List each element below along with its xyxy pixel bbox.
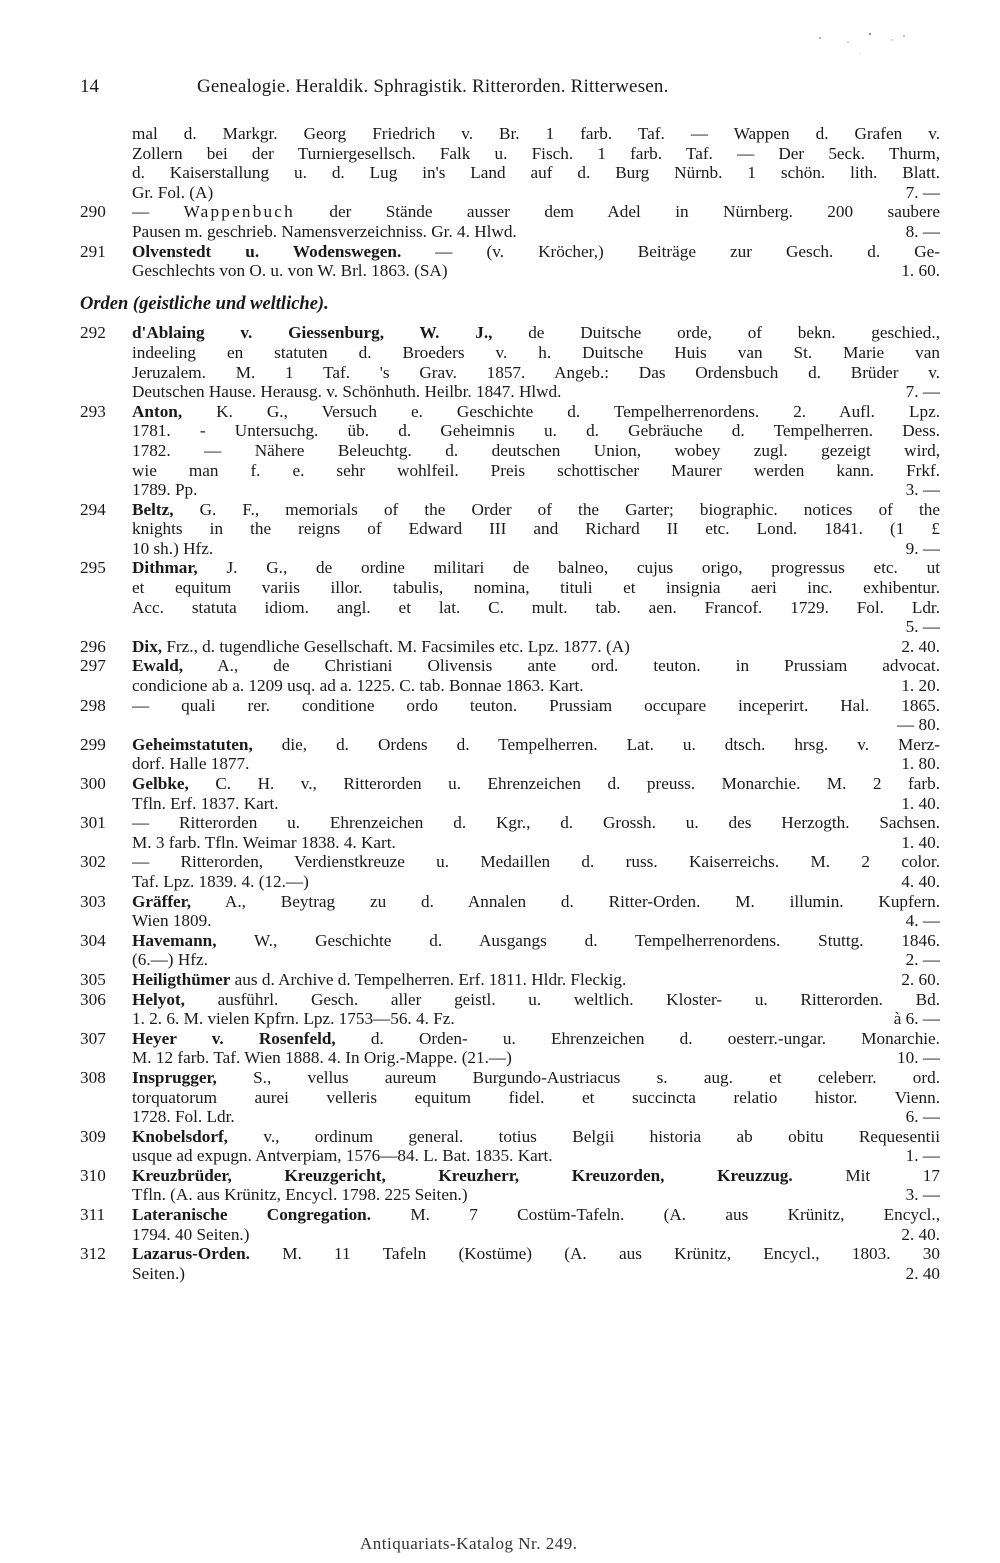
entry-author: Dix, bbox=[132, 636, 163, 656]
price: à 6. — bbox=[893, 1009, 940, 1029]
entry-number: 296 bbox=[80, 636, 106, 656]
price: 1. 40. bbox=[901, 793, 940, 813]
entry-line bbox=[132, 637, 940, 657]
entry-number: 304 bbox=[80, 930, 106, 950]
price: 2. 40 bbox=[905, 1263, 940, 1283]
entry-author: Gräffer, bbox=[132, 891, 192, 911]
entry-text: — quali rer. conditione ordo teuton. Prussiam occupare inceperirt. Hal. 1865. bbox=[132, 695, 940, 715]
entry-text: aus d. Archive d. Tempelherren. Erf. 1811. Hldr. Fleckig. bbox=[230, 969, 627, 989]
entry-line bbox=[132, 1009, 940, 1029]
entry-text: C. H. v., Ritterorden u. Ehrenzeichen d. preuss. Monarchie. M. 2 farb. bbox=[188, 774, 940, 793]
entry-text: Frz., d. tugendliche Gesellschaft. M. Facsimiles etc. Lpz. 1877. (A) bbox=[162, 636, 630, 656]
entry-line bbox=[132, 1088, 940, 1108]
entry-text: v., ordinum general. totius Belgii historia ab obitu Requesentii bbox=[227, 1126, 940, 1146]
entry-text: wie man f. e. sehr wohlfeil. Preis schottischer Maurer werden kann. Frkf. bbox=[132, 460, 940, 480]
catalog-entry bbox=[80, 970, 940, 990]
entry-text: — Ritterorden u. Ehrenzeichen d. Kgr., d. Grossh. u. des Herzogth. Sachsen. bbox=[132, 813, 940, 833]
entry-number: 298 bbox=[80, 695, 106, 715]
entries-before-section bbox=[80, 124, 940, 281]
price: 1. 80. bbox=[901, 754, 940, 774]
entry-text: M. 7 Costüm-Tafeln. (A. aus Krünitz, Encycl., bbox=[371, 1205, 940, 1225]
entry-text: Acc. statuta idiom. angl. et lat. C. mult. tab. aen. Francof. 1729. Fol. Ldr. bbox=[132, 597, 940, 617]
entry-text: 1789. Pp. bbox=[132, 480, 198, 500]
spaced-title: Wappenbuch bbox=[183, 202, 295, 222]
entry-text: Tfln. Erf. 1837. Kart. bbox=[132, 793, 279, 813]
entry-text: (6.—) Hfz. bbox=[132, 950, 208, 970]
entry-text: indeeling en statuten d. Broeders v. h. Duitsche Huis van St. Marie van bbox=[132, 342, 940, 362]
price: 6. — bbox=[905, 1107, 940, 1127]
entry-author: Helyot, bbox=[132, 989, 185, 1009]
entry-text: mal d. Markgr. Georg Friedrich v. Br. 1 farb. Taf. — Wappen d. Grafen v. bbox=[132, 124, 940, 143]
entry-text: A., Beytrag zu d. Annalen d. Ritter-Orden. M. illumin. Kupfern. bbox=[191, 891, 940, 911]
catalog-entry bbox=[80, 1166, 940, 1205]
entry-number: 299 bbox=[80, 734, 106, 754]
entry-text: M. 3 farb. Tfln. Weimar 1838. 4. Kart. bbox=[132, 832, 396, 852]
catalog-entry bbox=[80, 990, 940, 1029]
catalog-entry bbox=[80, 1244, 940, 1283]
price: 2. 40. bbox=[901, 636, 940, 656]
entry-text: — Ritterorden, Verdienstkreuze u. Medaillen d. russ. Kaiserreichs. M. 2 color. bbox=[132, 852, 940, 872]
entry-text: ausführl. Gesch. aller geistl. u. weltlich. Kloster- u. Ritterorden. Bd. bbox=[184, 989, 940, 1009]
entry-line bbox=[132, 261, 940, 281]
entry-line bbox=[132, 363, 940, 383]
catalog-entry bbox=[80, 774, 940, 813]
page-number: 14 bbox=[80, 76, 99, 97]
entry-text: 1728. Fol. Ldr. bbox=[132, 1107, 235, 1127]
entry-number: 309 bbox=[80, 1126, 106, 1146]
entry-number: 300 bbox=[80, 774, 106, 793]
entry-number: 307 bbox=[80, 1028, 106, 1048]
entry-line bbox=[132, 1127, 940, 1147]
entry-number: 290 bbox=[80, 202, 106, 222]
dash-prefix: — bbox=[132, 202, 184, 222]
price: 5. — bbox=[905, 617, 940, 637]
entry-line bbox=[132, 402, 940, 422]
entry-line bbox=[132, 461, 940, 481]
price: 4. — bbox=[905, 911, 940, 931]
entry-line bbox=[132, 124, 940, 144]
entry-text: 1794. 40 Seiten.) bbox=[132, 1224, 250, 1244]
catalog-entry bbox=[80, 242, 940, 281]
catalog-entry bbox=[80, 323, 940, 401]
entry-number: 301 bbox=[80, 813, 106, 833]
price: 4. 40. bbox=[901, 871, 940, 891]
catalog-entry bbox=[80, 696, 940, 735]
entry-text: W., Geschichte d. Ausgangs d. Tempelherrenordens. Stuttg. 1846. bbox=[216, 930, 940, 950]
entry-line bbox=[132, 931, 940, 951]
entry-text: M. 12 farb. Taf. Wien 1888. 4. In Orig.-Mappe. (21.—) bbox=[132, 1048, 512, 1068]
entry-author: Heiligthümer bbox=[132, 969, 231, 989]
catalog-entry bbox=[80, 558, 940, 636]
price: 2. — bbox=[905, 950, 940, 970]
entry-author: Kreuzbrüder, Kreuzgericht, Kreuzherr, Kreuzorden, Kreuzzug. bbox=[132, 1165, 793, 1185]
entry-line bbox=[132, 754, 940, 774]
entry-number: 292 bbox=[80, 323, 106, 343]
entry-number: 294 bbox=[80, 499, 106, 519]
section-heading: Orden (geistliche und weltliche). bbox=[80, 293, 329, 314]
entry-text: usque ad expugn. Antverpiam, 1576—84. L. Bat. 1835. Kart. bbox=[132, 1146, 553, 1166]
entry-text: Deutschen Hause. Herausg. v. Schönhuth. Heilbr. 1847. Hlwd. bbox=[132, 382, 562, 402]
entry-number: 302 bbox=[80, 852, 106, 872]
entry-line bbox=[132, 990, 940, 1010]
entry-number: 303 bbox=[80, 891, 106, 911]
entry-text: S., vellus aureum Burgundo-Austriacus s. aug. et celeberr. ord. bbox=[216, 1067, 940, 1087]
entry-text: — (v. Kröcher,) Beiträge zur Gesch. d. Ge- bbox=[401, 241, 940, 261]
entry-line bbox=[132, 696, 940, 716]
entry-text: Mit 17 bbox=[792, 1165, 940, 1185]
entry-text: Geschlechts von O. u. von W. Brl. 1863. (SA) bbox=[132, 261, 448, 281]
entry-text: dorf. Halle 1877. bbox=[132, 754, 250, 774]
catalog-entry bbox=[80, 1127, 940, 1166]
entry-text: K. G., Versuch e. Geschichte d. Tempelherrenordens. 2. Aufl. Lpz. bbox=[182, 401, 940, 421]
entry-number: 311 bbox=[80, 1205, 106, 1225]
catalog-entry bbox=[80, 124, 940, 202]
catalog-content bbox=[80, 124, 940, 1283]
price: 2. 40. bbox=[901, 1224, 940, 1244]
price: 10. — bbox=[897, 1048, 940, 1068]
entry-text: 1781. - Untersuchg. üb. d. Geheimnis u. d. Gebräuche d. Tempelherren. Dess. bbox=[132, 421, 940, 441]
paper-specks bbox=[800, 28, 920, 68]
price: 1. 40. bbox=[901, 832, 940, 852]
catalog-entry bbox=[80, 852, 940, 891]
entries-orden bbox=[80, 323, 940, 1283]
entry-author: Beltz, bbox=[132, 499, 174, 519]
entry-text: 1782. — Nähere Beleuchtg. d. deutschen Union, wobey zugl. gezeigt wird, bbox=[132, 440, 940, 460]
entry-line bbox=[132, 774, 940, 794]
entry-line bbox=[132, 617, 940, 637]
entry-number: 297 bbox=[80, 656, 106, 676]
entry-line bbox=[132, 421, 940, 441]
entry-author: Havemann, bbox=[132, 930, 217, 950]
price: 2. 60. bbox=[901, 969, 940, 989]
entry-author: Ewald, bbox=[132, 656, 184, 676]
entry-line bbox=[132, 519, 940, 539]
entry-text: Jeruzalem. M. 1 Taf. 's Grav. 1857. Angeb.: Das Ordensbuch d. Brüder v. bbox=[132, 362, 940, 382]
entry-line bbox=[132, 578, 940, 598]
entry-line bbox=[132, 163, 940, 183]
entry-line bbox=[132, 558, 940, 578]
entry-text: M. 11 Tafeln (Kostüme) (A. aus Krünitz, Encycl., 1803. 30 bbox=[249, 1244, 940, 1264]
entry-text: der Stände ausser dem Adel in Nürnberg. 200 saubere bbox=[294, 202, 940, 222]
catalog-entry bbox=[80, 735, 940, 774]
entry-line bbox=[132, 323, 940, 343]
entry-line bbox=[132, 1068, 940, 1088]
entry-text: Wien 1809. bbox=[132, 911, 212, 931]
page-footer: Antiquariats-Katalog Nr. 249. bbox=[360, 1534, 578, 1553]
entry-text: G. F., memorials of the Order of the Garter; biographic. notices of the bbox=[173, 499, 940, 519]
entry-line bbox=[132, 1185, 940, 1205]
entry-number: 305 bbox=[80, 969, 106, 989]
entry-line bbox=[132, 715, 940, 735]
entry-text: de Duitsche orde, of bekn. geschied., bbox=[492, 323, 940, 343]
catalog-entry bbox=[80, 813, 940, 852]
price: 7. — bbox=[905, 382, 940, 402]
entry-line bbox=[132, 872, 940, 892]
entry-line bbox=[132, 970, 940, 990]
entry-text: Pausen m. geschrieb. Namensverzeichniss. Gr. 4. Hlwd. bbox=[132, 221, 517, 241]
catalog-entry bbox=[80, 1068, 940, 1127]
catalog-entry bbox=[80, 931, 940, 970]
entry-line bbox=[132, 1107, 940, 1127]
entry-line bbox=[132, 343, 940, 363]
price: 7. — bbox=[905, 182, 940, 202]
entry-author: Lazarus-Orden. bbox=[132, 1244, 250, 1264]
entry-number: 295 bbox=[80, 558, 106, 578]
entry-author: Lateranische Congregation. bbox=[132, 1205, 372, 1225]
running-header bbox=[80, 76, 940, 104]
catalog-entry bbox=[80, 1029, 940, 1068]
entry-line bbox=[132, 1244, 940, 1264]
price: 8. — bbox=[905, 221, 940, 241]
entry-text: 1. 2. 6. M. vielen Kpfrn. Lpz. 1753—56. 4. Fz. bbox=[132, 1009, 455, 1029]
entry-text: Tfln. (A. aus Krünitz, Encycl. 1798. 225 Seiten.) bbox=[132, 1185, 468, 1205]
entry-author: Anton, bbox=[132, 401, 183, 421]
price: 1. — bbox=[905, 1146, 940, 1166]
entry-text: Gr. Fol. (A) bbox=[132, 182, 214, 202]
catalog-entry bbox=[80, 402, 940, 500]
price: 1. 20. bbox=[901, 676, 940, 696]
entry-text: et equitum variis illor. tabulis, nomina, tituli et insignia aeri inc. exhibentur. bbox=[132, 578, 940, 598]
entry-text: Zollern bei der Turniergesellsch. Falk u. Fisch. 1 farb. Taf. — Der 5eck. Thurm, bbox=[132, 143, 940, 163]
price: 3. — bbox=[905, 1185, 940, 1205]
entry-line bbox=[132, 242, 940, 262]
entry-number: 293 bbox=[80, 401, 106, 421]
entry-author: Olvenstedt u. Wodenswegen. bbox=[132, 241, 402, 261]
entry-author: Insprugger, bbox=[132, 1067, 217, 1087]
entry-line bbox=[132, 441, 940, 461]
entry-author: Knobelsdorf, bbox=[132, 1126, 228, 1146]
entry-author: Heyer v. Rosenfeld, bbox=[132, 1028, 336, 1048]
entry-text: Taf. Lpz. 1839. 4. (12.—) bbox=[132, 871, 309, 891]
entry-author: d'Ablaing v. Giessenburg, W. J., bbox=[132, 323, 493, 343]
entry-line bbox=[132, 892, 940, 912]
entry-line bbox=[132, 1225, 940, 1245]
catalog-entry bbox=[80, 637, 940, 657]
price: 3. — bbox=[905, 480, 940, 500]
entry-text: Seiten.) bbox=[132, 1263, 185, 1283]
entry-line bbox=[132, 1205, 940, 1225]
price: — 80. bbox=[897, 715, 940, 735]
entry-line bbox=[132, 911, 940, 931]
entry-line bbox=[132, 202, 940, 222]
price: 9. — bbox=[905, 538, 940, 558]
entry-line bbox=[132, 813, 940, 833]
entry-line bbox=[132, 833, 940, 853]
entry-line bbox=[132, 144, 940, 164]
entry-line bbox=[132, 1146, 940, 1166]
entry-line bbox=[132, 183, 940, 203]
entry-number: 291 bbox=[80, 241, 106, 261]
entry-text: A., de Christiani Olivensis ante ord. teuton. in Prussiam advocat. bbox=[183, 656, 940, 676]
entry-number: 312 bbox=[80, 1244, 106, 1264]
catalog-entry bbox=[80, 202, 940, 241]
entry-line bbox=[132, 735, 940, 755]
entry-line bbox=[132, 1029, 940, 1049]
entry-line bbox=[132, 1048, 940, 1068]
entry-line bbox=[132, 676, 940, 696]
entry-line bbox=[132, 598, 940, 618]
entry-line bbox=[132, 480, 940, 500]
entry-line bbox=[132, 1166, 940, 1186]
entry-line bbox=[132, 950, 940, 970]
price: 1. 60. bbox=[901, 261, 940, 281]
catalog-entry bbox=[80, 892, 940, 931]
running-title: Genealogie. Heraldik. Sphragistik. Ritterorden. Ritterwesen. bbox=[197, 76, 669, 97]
entry-text: J. G., de ordine militari de balneo, cujus origo, progressus etc. ut bbox=[197, 558, 940, 578]
entry-line bbox=[132, 500, 940, 520]
entry-number: 306 bbox=[80, 989, 106, 1009]
entry-author: Gelbke, bbox=[132, 774, 189, 793]
entry-number: 308 bbox=[80, 1067, 106, 1087]
entry-text: knights in the reigns of Edward III and Richard II etc. Lond. 1841. (1 £ bbox=[132, 519, 940, 539]
entry-line bbox=[132, 1264, 940, 1284]
entry-line bbox=[132, 794, 940, 814]
catalog-entry bbox=[80, 500, 940, 559]
entry-number: 310 bbox=[80, 1165, 106, 1185]
catalog-entry bbox=[80, 656, 940, 695]
entry-text: condicione ab a. 1209 usq. ad a. 1225. C. tab. Bonnae 1863. Kart. bbox=[132, 676, 584, 696]
entry-author: Dithmar, bbox=[132, 558, 198, 578]
catalog-entry bbox=[80, 1205, 940, 1244]
entry-line bbox=[132, 222, 940, 242]
entry-line bbox=[132, 852, 940, 872]
entry-text: 10 sh.) Hfz. bbox=[132, 538, 214, 558]
entry-line bbox=[132, 382, 940, 402]
entry-text: torquatorum aurei velleris equitum fidel. et succincta relatio histor. Vienn. bbox=[132, 1087, 940, 1107]
entry-text: d. Orden- u. Ehrenzeichen d. oesterr.-ungar. Monarchie. bbox=[335, 1028, 940, 1048]
entry-line bbox=[132, 539, 940, 559]
entry-author: Geheimstatuten, bbox=[132, 734, 253, 754]
entry-text: d. Kaiserstallung u. d. Lug in's Land auf d. Burg Nürnb. 1 schön. lith. Blatt. bbox=[132, 163, 940, 183]
entry-line bbox=[132, 656, 940, 676]
entry-text: die, d. Ordens d. Tempelherren. Lat. u. dtsch. hrsg. v. Merz- bbox=[252, 734, 940, 754]
